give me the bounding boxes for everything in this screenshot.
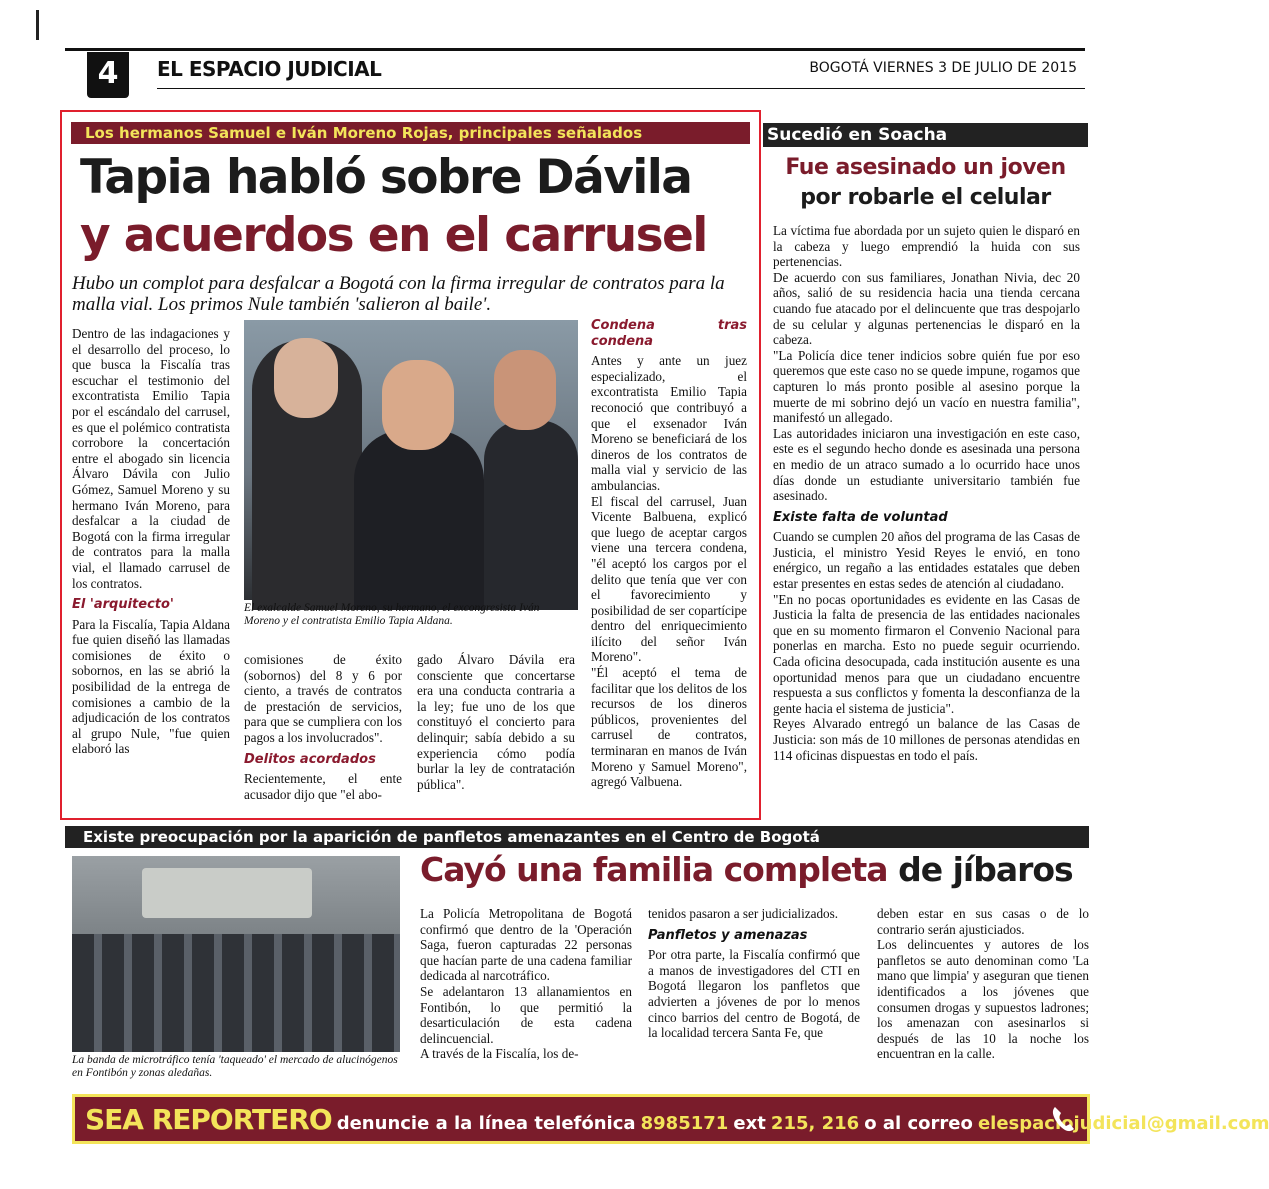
side-body	[773, 223, 1080, 763]
bottom-subhead: Panfletos y amenazas	[648, 927, 808, 943]
main-subhead-arquitecto: El 'arquitecto'	[72, 597, 174, 613]
banner-text: o al correo	[864, 1113, 973, 1134]
main-paragraph: Antes y ante un juez especializado, el excontratista Emilio Tapia reconoció que contribuyó a que el exsenador Iván Moreno se beneficiará de los dineros de los contratos de malla vial y servicio de las ambulancias.	[591, 353, 747, 493]
side-paragraph: Cuando se cumplen 20 años del programa de las Casas de Justicia, el ministro Yesid Reyes le envió, en tono enérgico, un regaño a las entidades estatales que deben estar presentes en estas sedes de atención al ciudadano.	[773, 529, 1080, 592]
side-paragraph: "La Policía dice tener indicios sobre quién fue por eso queremos que este caso no se quede impune, rogamos que capturen lo más pronto posible al asesino porque la muerte de mi sobrino dejó un vacío en nuestra familia", manifestó un allegado.	[773, 347, 1080, 426]
main-subhead-condena: Condena tras condena	[591, 318, 747, 349]
person-face	[494, 350, 556, 430]
side-paragraph: De acuerdo con sus familiares, Jonathan Nivia, dec 20 años, salió de su residencia hacia una tienda cercana cuando fue atacado por el delincuente que tras despojarlo de su celular y algunas pertenencias le disparó en la cabeza.	[773, 269, 1080, 348]
banner-line	[85, 1103, 1269, 1136]
bottom-photo	[72, 856, 400, 1052]
bottom-column-1	[420, 906, 632, 1062]
side-label: Sucedió en Soacha	[767, 125, 948, 145]
main-photo-caption: El exalcalde Samuel Moreno, su hermano, el excongresista Iván Moreno y el contratista Emilio Tapia Aldana.	[244, 602, 540, 627]
main-paragraph: comisiones de éxito (sobornos) del 8 y 6 por ciento, a través de contratos de prestación de servicios, para que se cumpliera con los pagos a los involucrados".	[244, 652, 402, 745]
main-column-1	[72, 326, 230, 757]
reporter-banner	[72, 1094, 1269, 1144]
page-number-badge	[87, 52, 129, 98]
bottom-article	[65, 826, 1089, 1091]
main-paragraph: Para la Fiscalía, Tapia Aldana fue quien diseñó las llamadas comisiones de éxito o sobornos, en las se abrió la posibilidad de la entrega de comisiones a cambio de la adjudicación de los contratos al grupo Nule, "fue quien elaboró las	[72, 616, 230, 757]
page-header	[65, 48, 1085, 93]
section-title: EL ESPACIO JUDICIAL	[157, 57, 382, 81]
side-article	[763, 123, 1088, 813]
main-paragraph: Dentro de las indagaciones y el desarrollo del proceso, lo que busca la Fiscalía tras escuchar el testimonio del excontratista Emilio Tapia por el escándalo del carrusel, es que el polémico contratista corrobore la concertación entre el abogado sin licencia Álvaro Dávila con Julio Gómez, Samuel Moreno y su hermano Iván Moreno, para desfalcar a la ciudad de Bogotá con la firma irregular de contratos para la malla vial, el llamado carrusel de los contratos.	[72, 326, 230, 591]
banner-title: SEA REPORTERO	[85, 1103, 332, 1136]
main-photo	[244, 320, 578, 600]
person-face	[382, 360, 454, 450]
side-paragraph: "En no pocas oportunidades es evidente en las Casas de Justicia la falta de presencia de las entidades nacionales que en su momento firmaron el Convenio Nacional para ponerlas en marcha. Esto no puede seguir ocurriendo. Cada oficina desocupada, cada institución ausente es una oportunidad menos para que un ciudadano encuentre respuesta a sus conflictos y fomenta la desconfianza de la gente hacia el sistema de justicia".	[773, 591, 1080, 716]
side-paragraph: La víctima fue abordada por un sujeto quien le disparó en la cabeza y luego emprendió la huida con sus pertenencias.	[773, 223, 1080, 270]
main-headline-line1: Tapia habló sobre Dávila	[80, 150, 692, 205]
side-paragraph: Las autoridades iniciaron una investigación en este caso, este es el segundo hecho donde es asesinada una persona en medio de un atraco sumado a lo ocurrido hace unos días donde un estudiante universitario también fue asesinado.	[773, 425, 1080, 504]
bottom-paragraph: deben estar en sus casas o de lo contrario serán ajusticiados.	[877, 906, 1089, 937]
header-top-rule	[65, 48, 1085, 51]
banner-ext: 215, 216	[770, 1113, 860, 1134]
banner-phone: 8985171	[640, 1113, 729, 1134]
person-silhouette	[484, 420, 578, 610]
header-bottom-rule	[157, 88, 1085, 89]
main-paragraph: Recientemente, el ente acusador dijo que "el abo-	[244, 771, 402, 802]
main-kicker-bar	[71, 122, 750, 144]
bottom-photo-caption: La banda de microtráfico tenía 'taqueado' el mercado de alucinógenos en Fontibón y zonas aledañas.	[72, 1054, 398, 1079]
person-silhouette	[354, 430, 484, 610]
phone-icon	[1047, 1103, 1079, 1135]
issue-date: BOGOTÁ VIERNES 3 DE JULIO DE 2015	[809, 60, 1077, 76]
main-paragraph: El fiscal del carrusel, Juan Vicente Balbuena, explicó que luego de aceptar cargos viene una tercera condena, "él aceptó los cargos por el delito que tenía que ver con el favorecimiento y posibilidad de ser copartícipe dentro del enriquecimiento ilícito del señor Iván Moreno".	[591, 493, 747, 665]
main-kicker: Los hermanos Samuel e Iván Moreno Rojas, principales señalados	[85, 124, 643, 142]
banner-text: ext	[733, 1113, 766, 1134]
banner-email: elespaciojudicial@gmail.com	[977, 1113, 1269, 1134]
side-label-bar	[763, 123, 1088, 147]
side-paragraph: Reyes Alvarado entregó un balance de las Casas de Justicia: son más de 10 millones de personas atendidas en 114 oficinas dispuestas en todo el país.	[773, 716, 1080, 763]
bottom-paragraph: tenidos pasaron a ser judicializados.	[648, 906, 839, 921]
main-column-2	[244, 652, 402, 802]
main-paragraph: gado Álvaro Dávila era consciente que concertarse era una conducta contraria a la ley; fue uno de los que constituyó el concierto para delinquir; sabía debido a su experiencia cómo podía burlar la ley de contratación pública".	[417, 652, 575, 792]
bottom-paragraph: La Policía Metropolitana de Bogotá confirmó que dentro de la 'Operación Saga, fueron capturadas 22 personas que hacían parte de una cadena familiar dedicada al narcotráfico.	[420, 906, 632, 984]
people-row	[72, 934, 400, 1052]
main-paragraph: "Él aceptó el tema de facilitar que los delitos de los recursos de los dineros públicos, provenientes del carrusel de contratos, terminaran en manos de Iván Moreno y Samuel Moreno", agregó Valbuena.	[591, 665, 747, 790]
banner-text: denuncie a la línea telefónica	[336, 1113, 636, 1134]
main-article	[60, 110, 761, 820]
scan-edge-mark	[36, 10, 39, 40]
bottom-paragraph: A través de la Fiscalía, los de-	[420, 1046, 579, 1062]
main-deck: Hubo un complot para desfalcar a Bogotá con la firma irregular de contratos para la malla vial. Los primos Nule también 'salieron al baile'.	[72, 273, 725, 315]
bottom-paragraph: Los delincuentes y autores de los panfletos se auto denominan como 'La mano que limpia' y aseguran que tienen identificados a los jóvenes que consumen drogas y supuestos ladrones; los amenazan con asesinarlos si después de las 10 la noche los encuentran en la calle.	[877, 937, 1089, 1062]
side-headline-line2: por robarle el celular	[800, 185, 1051, 210]
main-headline-line2: y acuerdos en el carrusel	[80, 208, 707, 263]
side-headline-line1: Fue asesinado un joven	[785, 155, 1066, 180]
bottom-headline-dark: de jíbaros	[898, 850, 1073, 889]
banner-sign	[142, 868, 312, 918]
bottom-column-3	[877, 906, 1089, 1062]
main-column-4	[591, 318, 747, 790]
main-subhead-delitos: Delitos acordados	[244, 751, 376, 767]
person-face	[274, 338, 338, 418]
bottom-kicker-bar	[65, 826, 1089, 848]
bottom-paragraph: Por otra parte, la Fiscalía confirmó que a manos de investigadores del CTI en Bogotá llegaron los panfletos que advierten a jóvenes de por lo menos cinco barrios del centro de Bogotá, de la localidad tercera Santa Fe, que	[648, 947, 860, 1041]
side-subhead: Existe falta de voluntad	[773, 509, 948, 525]
page-number: 4	[97, 56, 119, 91]
bottom-column-2	[648, 906, 860, 1041]
bottom-paragraph: Se adelantaron 13 allanamientos en Fontibón, lo que permitió la desarticulación de esta cadena delincuencial.	[420, 983, 632, 1046]
bottom-kicker: Existe preocupación por la aparición de panfletos amenazantes en el Centro de Bogotá	[83, 828, 820, 846]
bottom-headline	[420, 850, 1073, 889]
main-column-3	[417, 652, 575, 792]
bottom-headline-colored: Cayó una familia completa	[420, 850, 888, 889]
